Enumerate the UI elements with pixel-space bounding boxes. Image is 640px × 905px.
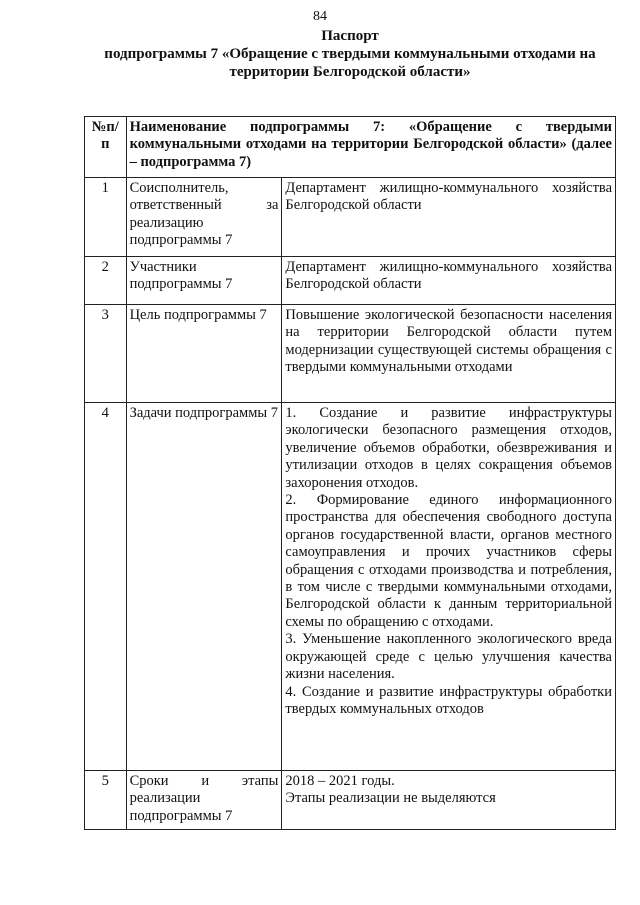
table-row <box>85 178 616 257</box>
table-row <box>85 305 616 403</box>
row-value <box>282 771 616 830</box>
table-header-row <box>85 117 616 178</box>
row-name: Соисполнитель, ответственный за реализацию подпрограммы 7 <box>126 178 282 257</box>
row-value: Повышение экологической безопасности населения на территории Белгородской области путем модернизации существующей системы обращения с твердыми коммунальными отходами <box>282 305 616 403</box>
row-value-line: 2018 – 2021 годы. <box>285 773 395 789</box>
row-value-tasks <box>282 403 616 771</box>
header-num-cell: №п/п <box>85 117 127 178</box>
row-name: Сроки и этапы реализации подпрограммы 7 <box>126 771 282 830</box>
task-item: 3. Уменьшение накопленного экологического вреда окружающей среде с целью улучшения качества жизни населения. <box>285 631 612 683</box>
heading-subtitle-line1: подпрограммы 7 «Обращение с твердыми коммунальными отходами на <box>104 46 596 62</box>
table-row <box>85 771 616 830</box>
heading-title: Паспорт <box>321 28 379 44</box>
passport-table <box>84 116 616 830</box>
row-value: Департамент жилищно-коммунального хозяйства Белгородской области <box>282 178 616 257</box>
row-number: 3 <box>85 305 127 403</box>
row-number: 1 <box>85 178 127 257</box>
task-item: 2. Формирование единого информационного пространства для обеспечения свободного доступа органов государственной власти, органов местного самоуправления и прочих участников сферы обращения с отходами производства и потребления, в том числе с твердыми коммунальными отходами, Белгородской области к данным территориальной схемы по обращению с отходами. <box>285 492 612 630</box>
row-value: Департамент жилищно-коммунального хозяйства Белгородской области <box>282 257 616 305</box>
row-number: 4 <box>85 403 127 771</box>
table-row <box>85 403 616 771</box>
row-name: Задачи подпрограммы 7 <box>126 403 282 771</box>
row-number: 2 <box>85 257 127 305</box>
task-item: 4. Создание и развитие инфраструктуры обработки твердых коммунальных отходов <box>285 683 612 717</box>
heading-subtitle-line2: территории Белгородской области» <box>229 64 471 80</box>
table-row <box>85 257 616 305</box>
task-item: 1. Создание и развитие инфраструктуры экологически безопасного размещения отходов, увеличение объемов обработки, обезвреживания и утилизации отходов в целях сокращения объемов захоронения отходов. <box>285 405 612 491</box>
row-name: Цель подпрограммы 7 <box>126 305 282 403</box>
row-value-line: Этапы реализации не выделяются <box>285 790 496 807</box>
row-name: Участники подпрограммы 7 <box>126 257 282 305</box>
header-title-cell: Наименование подпрограммы 7: «Обращение с твердыми коммунальными отходами на территории Белгородской области» (далее – подпрограмма 7) <box>126 117 615 178</box>
page-number: 84 <box>313 9 327 24</box>
row-number: 5 <box>85 771 127 830</box>
document-heading <box>60 27 640 81</box>
